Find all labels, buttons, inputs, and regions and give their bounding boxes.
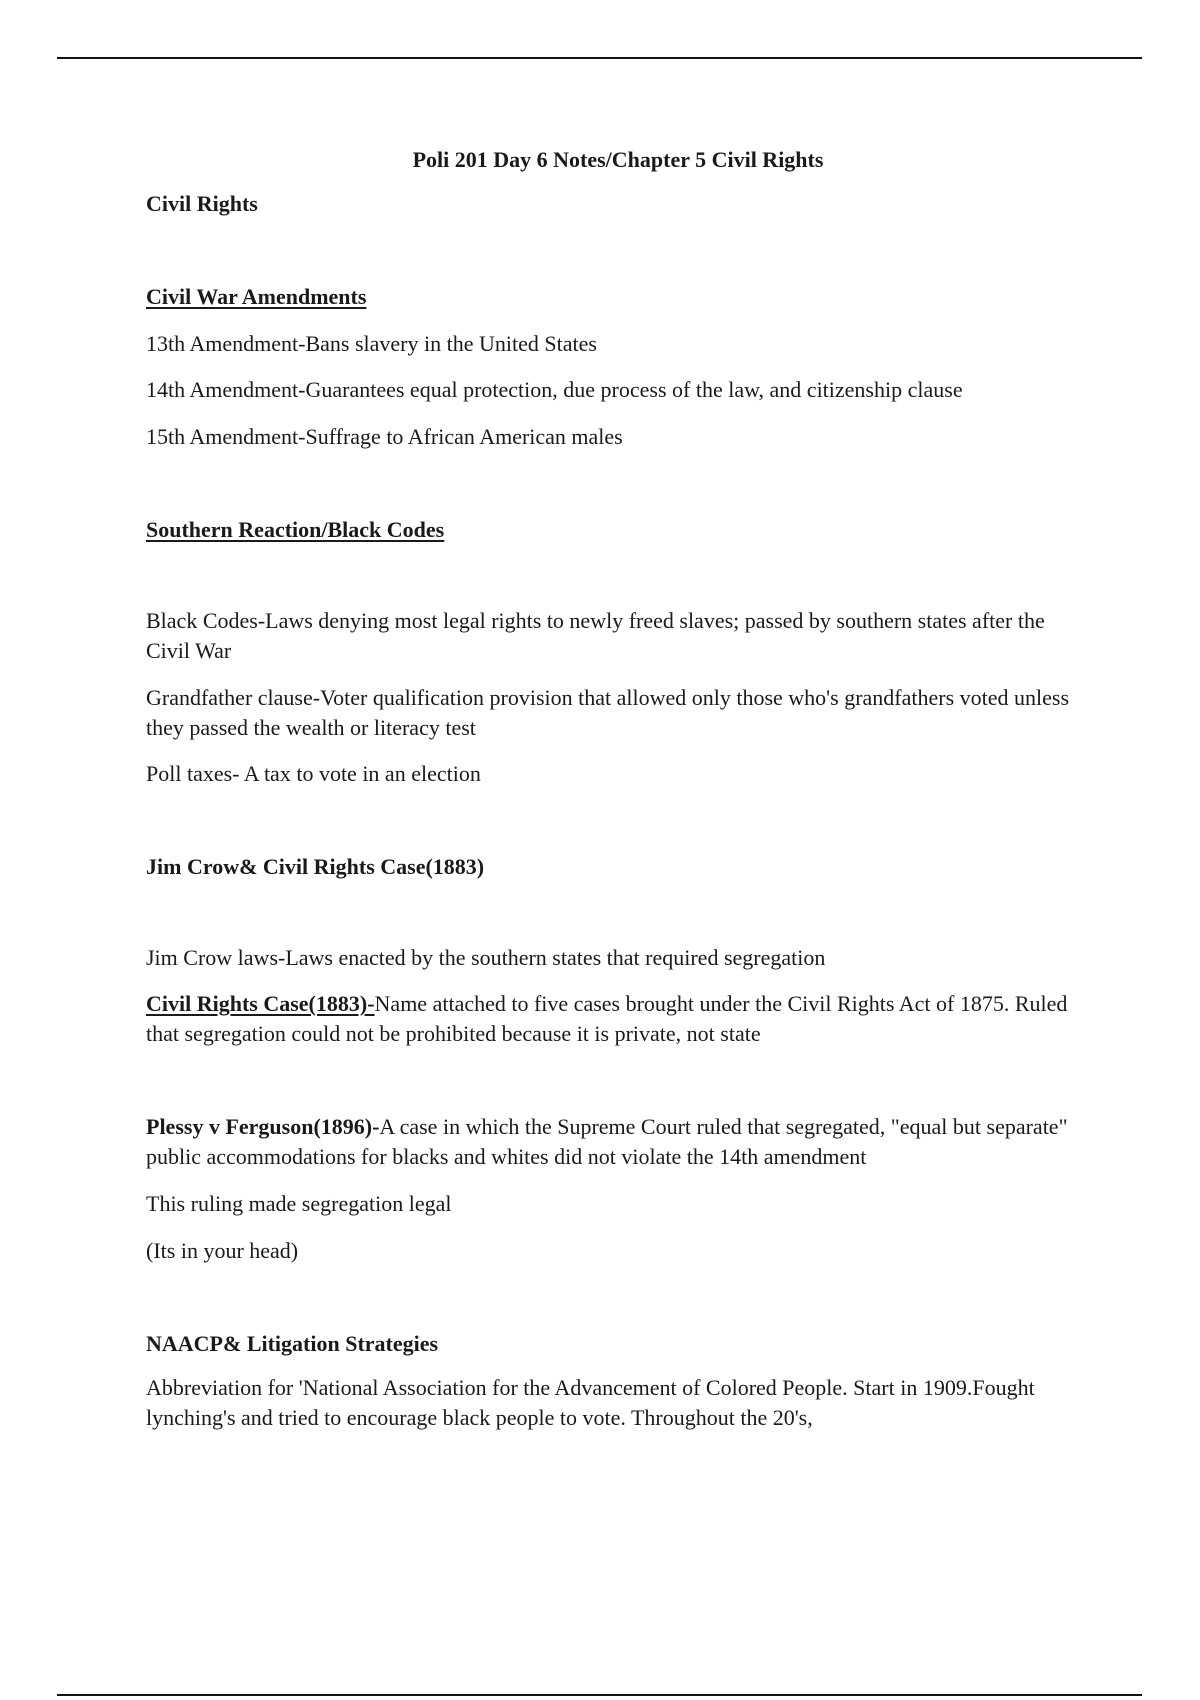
section-heading-civil-war-amendments: Civil War Amendments [146, 284, 367, 309]
civil-rights-case-definition: Name attached to five cases brought under the Civil Rights Act of 1875. Ruled that segregation could not be prohibited because it is private, not state [146, 991, 1068, 1046]
plessy-paragraph [146, 1112, 1076, 1172]
grandfather-clause-definition: Grandfather clause-Voter qualification provision that allowed only those who's grandfathers voted unless they passed the wealth or literacy test [146, 685, 1070, 740]
poll-taxes-definition: Poll taxes- A tax to vote in an election [146, 761, 481, 786]
plessy-term: Plessy v Ferguson(1896)- [146, 1114, 380, 1139]
amendment-14: 14th Amendment-Guarantees equal protection, due process of the law, and citizenship clause [146, 377, 963, 402]
amendment-13: 13th Amendment-Bans slavery in the United States [146, 331, 597, 356]
civil-rights-case-paragraph [146, 989, 1076, 1049]
section-heading-civil-rights: Civil Rights [146, 191, 258, 216]
top-rule [57, 57, 1142, 59]
jim-crow-laws-definition: Jim Crow laws-Laws enacted by the southern states that required segregation [146, 945, 826, 970]
bottom-rule [57, 1694, 1142, 1696]
amendment-15: 15th Amendment-Suffrage to African American males [146, 424, 623, 449]
black-codes-definition: Black Codes-Laws denying most legal rights to newly freed slaves; passed by southern states after the Civil War [146, 608, 1045, 663]
plessy-definition: A case in which the Supreme Court ruled that segregated, "equal but separate" public accommodations for blacks and whites did not violate the 14th amendment [146, 1114, 1068, 1169]
naacp-paragraph: Abbreviation for 'National Association for the Advancement of Colored People. Start in 1909.Fought lynching's and tried to encourage black people to vote. Throughout the 20's, [146, 1375, 1035, 1430]
civil-rights-case-term: Civil Rights Case(1883)- [146, 991, 375, 1016]
section-heading-jim-crow: Jim Crow& Civil Rights Case(1883) [146, 854, 485, 879]
document-title: Poli 201 Day 6 Notes/Chapter 5 Civil Rights [412, 147, 824, 172]
plessy-note-head: (Its in your head) [146, 1238, 299, 1263]
section-heading-southern-reaction: Southern Reaction/Black Codes [146, 517, 445, 542]
section-heading-naacp: NAACP& Litigation Strategies [146, 1331, 439, 1356]
plessy-note-legal: This ruling made segregation legal [146, 1191, 452, 1216]
